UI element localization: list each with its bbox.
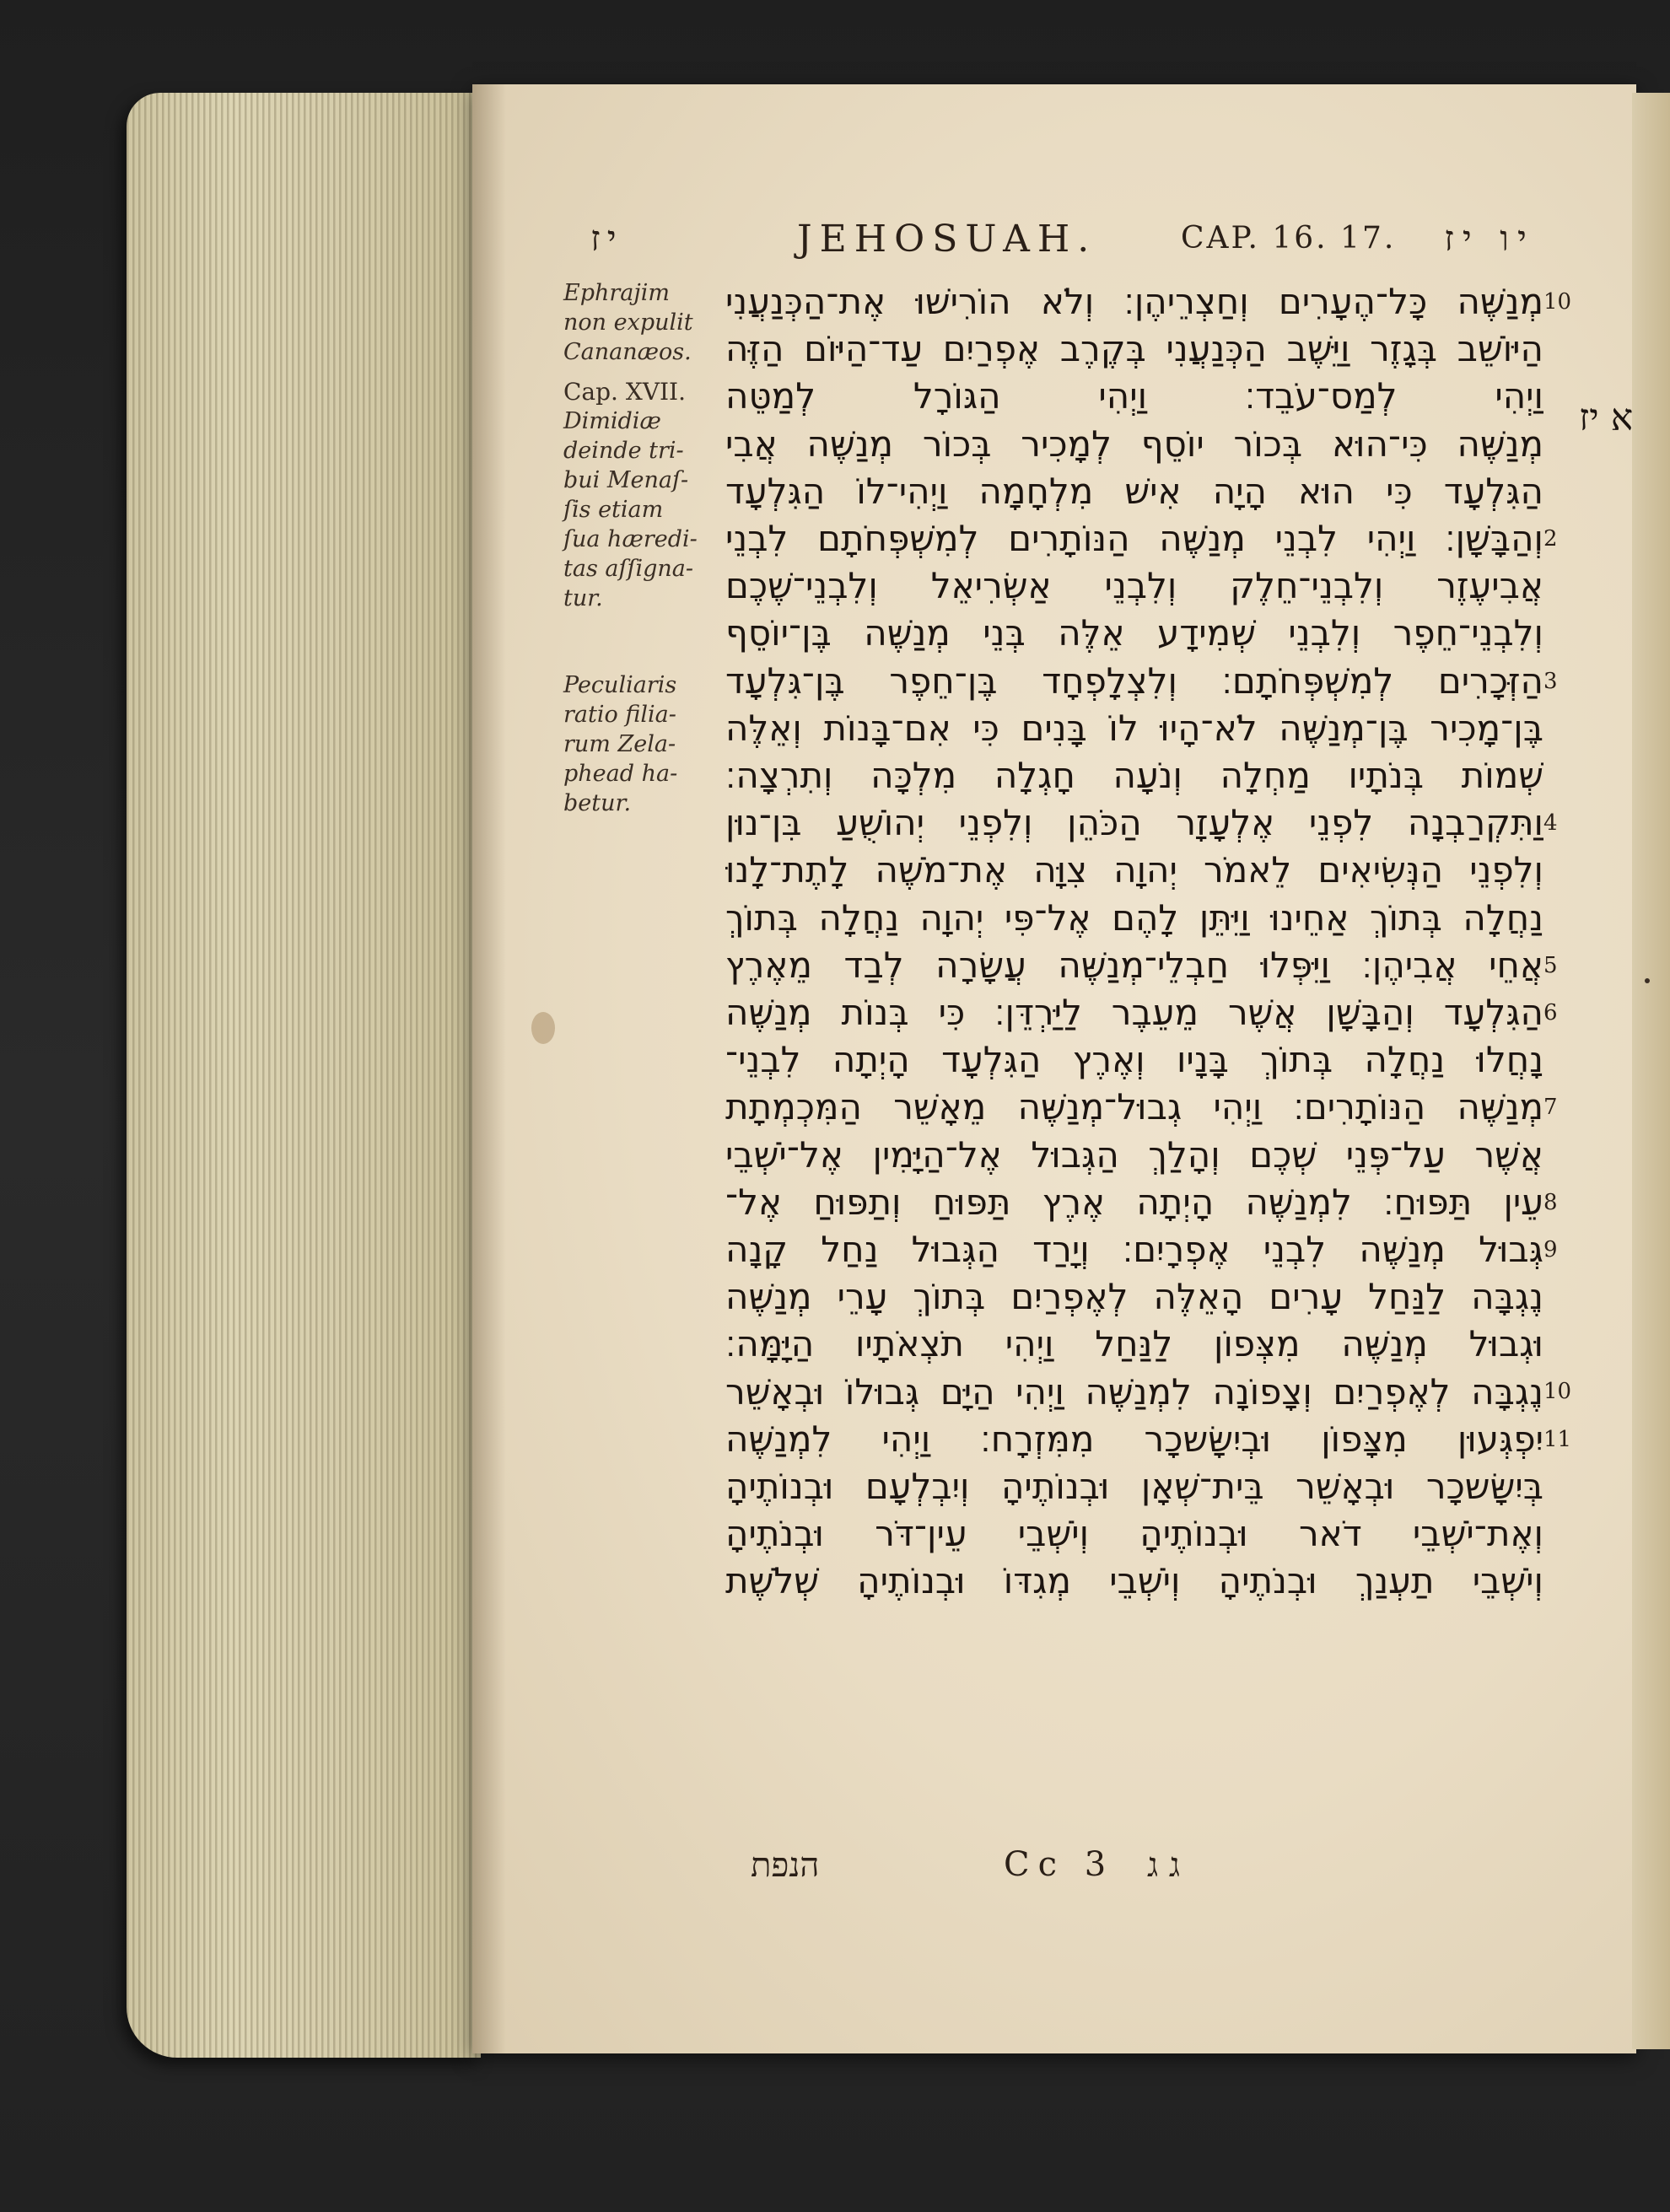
verse-number [1543,610,1586,657]
margin-note-line: tas aſſigna- [563,556,693,582]
hebrew-text-line: וְהַבָּשָׁן׃ וַיְהִי לִבְנֵי מְנַשֶּׁה הַנּוֹתָרִים לְמִשְׁפְּחֹתָם לִבְנֵי [725,518,1543,560]
running-head-title: JEHOSUAH. [797,218,1097,261]
hebrew-text-line: שְׁמוֹת בְּנֹתָיו מַחְלָה וְנֹעָה חָגְלָה מִלְכָּה וְתִרְצָה׃ [725,755,1543,797]
margin-note-line: ſis etiam [563,497,664,523]
running-head-chapter: CAP. 16. 17. [1181,221,1397,256]
chapter-side-marker: א יז [1579,396,1634,439]
verse-number-column [1543,278,1586,1605]
margin-note-line: ratio filia- [563,702,676,728]
verse-number: 7 [1543,1095,1558,1121]
hebrew-text-line: יִפְגְּעוּן מִצָּפוֹן וּבְיִשָּׂשכָר מִמִּזְרָח׃ וַיְהִי לִמְנַשֶּׁה [725,1418,1543,1460]
verse-number [1543,1558,1586,1605]
margin-note-line: deinde tri- [563,438,684,464]
signature-mark: Cc 3 [1004,1845,1115,1884]
verse-number [1543,705,1586,752]
margin-note-line: Dimidiæ [563,408,661,434]
hebrew-text-line: נָחֲלוּ נַחֲלָה בְּתוֹךְ בָּנָיו וְאֶרֶץ הַגִּלְעָד הָיְתָה לִבְנֵי־ [725,1039,1543,1081]
running-head-left-marker: יז [590,218,623,259]
hebrew-text-line: הַגִּלְעָד כִּי הוּא הָיָה אִישׁ מִלְחָמָה וַיְהִי־לוֹ הַגִּלְעָד [725,470,1543,512]
verse-number [1543,562,1586,610]
running-head-right-marker: יו יז [1444,218,1535,259]
hebrew-text-line: הַיּוֹשֵׁב בְּגָזֶר וַיֵּשֶׁב הַכְּנַעֲנִי בְּקֶרֶב אֶפְרַיִם עַד־הַיּוֹם הַזֶּה [725,328,1543,370]
verse-number: 4 [1543,810,1558,837]
margin-note-line: Ephrajim [563,280,670,306]
margin-note-line: rum Zela- [563,731,676,757]
hebrew-text-line: הַזְּכָרִים לְמִשְׁפְּחֹתָם׃ וְלִצְלָפְחָד בֶּן־חֵפֶר בֶּן־גִּלְעָד [725,659,1543,702]
margin-notes [563,278,724,818]
margin-note-line: Cananæos. [563,339,692,365]
margin-note-line: betur. [563,790,632,816]
verse-number [1543,1510,1586,1558]
hebrew-text-line: בֶּן־מָכִיר בֶּן־מְנַשֶּׁה לֹא־הָיוּ לוֹ בָּנִים כִּי אִם־בָּנוֹת וְאֵלֶּה [725,707,1543,749]
verse-number [1543,326,1586,373]
verse-number [1543,1321,1586,1368]
hebrew-text-line: אֲחֵי אֲבִיהֶן׃ וַיִּפְּלוּ חַבְלֵי־מְנַשֶּׁה עֲשָׂרָה לְבַד מֵאֶרֶץ [725,944,1543,986]
hebrew-text-line: וַתִּקְרַבְנָה לִפְנֵי אֶלְעָזָר הַכֹּהֵן וְלִפְנֵי יְהוֹשֻׁעַ בִּן־נוּן [725,802,1543,844]
hebrew-text-line: וְיֹשְׁבֵי תַעְנַךְ וּבְנֹתֶיהָ וְיֹשְׁבֵי מְגִדּוֹ וּבְנוֹתֶיהָ שְׁלֹשֶׁת [725,1560,1543,1602]
verse-number: 11 [1543,1426,1572,1452]
verse-number: 6 [1543,999,1558,1025]
hebrew-text-line: אֲבִיעֶזֶר וְלִבְנֵי־חֵלֶק וְלִבְנֵי אַשְׂרִיאֵל וְלִבְנֵי־שֶׁכֶם [725,565,1543,607]
hebrew-text-block [725,278,1543,1606]
hebrew-text-line: וַיְהִי לְמַס־עֹבֵד׃ וַיְהִי הַגּוֹרָל לְמַטֵּה [725,375,1543,417]
gutter-shadow [472,84,506,2053]
hebrew-text-line: הַגִּלְעָד וְהַבָּשָׁן אֲשֶׁר מֵעֵבֶר לַיַּרְדֵּן׃ כִּי בְּנוֹת מְנַשֶּׁה [725,992,1543,1034]
hebrew-text-line: וְאֶת־יֹשְׁבֵי דֹאר וּבְנוֹתֶיהָ וְיֹשְׁבֵי עֵין־דֹּר וּבְנֹתֶיהָ [725,1513,1543,1555]
hebrew-text-line: וּגְבוּל מְנַשֶּׁה מִצְּפוֹן לַנַּחַל וַיְהִי תֹצְאֹתָיו הַיָּמָּה׃ [725,1323,1543,1365]
margin-note-line: tur. [563,585,603,611]
facing-page-edge [1632,93,1670,2049]
verse-number [1543,468,1586,515]
verse-number: 8 [1543,1189,1558,1215]
verse-number [1543,1036,1586,1084]
verse-number: 9 [1543,1236,1558,1262]
hebrew-text-line: וְלִבְנֵי־חֵפֶר וְלִבְנֵי שְׁמִידָע אֵלֶּה בְּנֵי מְנַשֶּׁה בֶּן־יוֹסֵף [725,612,1543,654]
hebrew-text-line: מְנַשֶּׁה כָּל־הֶעָרִים וְחַצְרֵיהֶן׃ וְלֹא הוֹרִישׁוּ אֶת־הַכְּנַעֲנִי [725,281,1543,322]
verse-number: 5 [1543,952,1558,978]
hebrew-text-line: גְּבוּל מְנַשֶּׁה לִבְנֵי אֶפְרָיִם׃ וְיָרַד הַגְּבוּל נַחַל קָנָה [725,1229,1543,1271]
chapter-label: Cap. XVII. [563,378,687,406]
verse-number [1543,1273,1586,1321]
verse-number [1543,752,1586,799]
catchword: הנפת [751,1846,820,1885]
margin-note-line: bui Menaſ- [563,467,689,493]
verse-number [1543,1463,1586,1510]
margin-note-spacer [563,613,724,670]
verse-number [1543,1131,1586,1178]
book-fore-edge [127,93,481,2058]
verse-number: 10 [1543,1379,1572,1405]
hebrew-text-line: נֶגְבָּה לְאֶפְרַיִם וְצָפוֹנָה לִמְנַשֶּׁה וַיְהִי הַיָּם גְּבוּלוֹ וּבְאָשֵׁר [725,1370,1543,1413]
ink-stain [531,1012,555,1044]
verse-number: 10 [1543,289,1572,315]
hebrew-text-line: בְּיִשָּׂשכָר וּבְאָשֵׁר בֵּית־שְׁאָן וּבְנוֹתֶיהָ וְיִבְלְעָם וּבְנוֹתֶיהָ [725,1466,1543,1508]
verse-number: 3 [1543,668,1558,694]
margin-note-line: phead ha- [563,761,678,787]
hebrew-text-line: נֶגְבָּה לַנַּחַל עָרִים הָאֵלֶּה לְאֶפְרַיִם בְּתוֹךְ עָרֵי מְנַשֶּׁה [725,1276,1543,1318]
hebrew-text-line: מְנַשֶּׁה כִּי־הוּא בְּכוֹר יוֹסֵף לְמָכִיר בְּכוֹר מְנַשֶּׁה אֲבִי [725,422,1543,465]
verse-number [1543,847,1586,894]
margin-note-line: ſua hæredi- [563,526,698,552]
verse-number: 2 [1543,525,1558,552]
hebrew-signature-mark: ג ג [1147,1846,1181,1885]
margin-note-line: non expulit [563,309,693,336]
margin-note-line: Peculiaris [563,672,677,698]
verse-number [1543,894,1586,941]
margin-dot [1645,978,1650,983]
hebrew-text-line: אֲשֶׁר עַל־פְּנֵי שְׁכֶם וְהָלַךְ הַגְּבוּל אֶל־הַיָּמִין אֶל־יֹשְׁבֵי [725,1133,1543,1176]
hebrew-text-line: מְנַשֶּׁה הַנּוֹתָרִים׃ וַיְהִי גְבוּל־מְנַשֶּׁה מֵאָשֵׁר הַמִּכְמְתָת [725,1086,1543,1128]
running-head [590,218,1535,277]
hebrew-text-line: נַחֲלָה בְּתוֹךְ אַחֵינוּ וַיִּתֵּן לָהֶם אֶל־פִּי יְהוָה נַחֲלָה בְּתוֹךְ [725,896,1543,939]
signature-line [751,1845,1442,1896]
hebrew-text-line: עֵין תַּפּוּחַ׃ לִמְנַשֶּׁה הָיְתָה אֶרֶץ תַּפּוּחַ וְתַפּוּחַ אֶל־ [725,1181,1543,1223]
hebrew-text-line: וְלִפְנֵי הַנְּשִׂיאִים לֵאמֹר יְהוָה צִוָּה אֶת־מֹשֶׁה לָתֶת־לָנוּ [725,849,1543,891]
